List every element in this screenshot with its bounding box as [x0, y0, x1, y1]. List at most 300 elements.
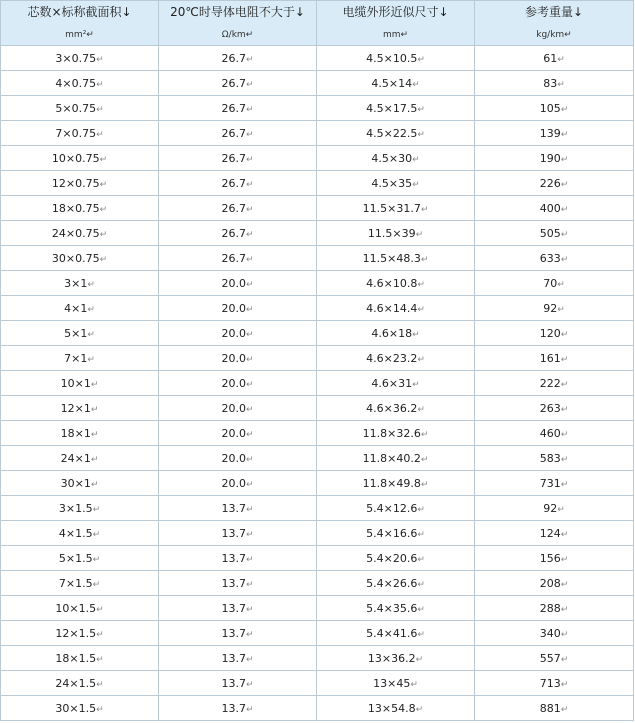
cores-cross-section-cell: [1, 196, 159, 221]
cell-value: 11.8×40.2: [362, 451, 421, 465]
cell-value: 120: [539, 326, 561, 340]
return-mark: ↵: [415, 704, 424, 715]
header-unit: Ω/km↵: [221, 30, 254, 40]
cell-value: 3×1.5: [58, 501, 93, 515]
weight-cell: [475, 571, 634, 596]
resistance-cell: [159, 321, 317, 346]
return-mark: ↵: [560, 104, 569, 115]
weight-cell: [475, 646, 634, 671]
return-mark: ↵: [245, 479, 254, 490]
dimensions-cell: [317, 596, 475, 621]
cell-value: 7×1.5: [58, 576, 93, 590]
dimensions-cell: [317, 246, 475, 271]
return-mark: ↵: [87, 279, 95, 290]
cell-value: 70: [543, 276, 558, 290]
cell-value: 11.5×48.3: [362, 251, 421, 265]
cell-value: 263: [539, 401, 561, 415]
weight-cell: [475, 546, 634, 571]
cores-cross-section-cell: [1, 621, 159, 646]
cell-value: 557: [539, 651, 561, 665]
resistance-cell: [159, 46, 317, 71]
cell-value: 583: [539, 451, 561, 465]
table-row: [1, 271, 634, 296]
resistance-cell: [159, 521, 317, 546]
resistance-cell: [159, 621, 317, 646]
dimensions-cell: [317, 671, 475, 696]
return-mark: ↵: [99, 154, 108, 165]
return-mark: ↵: [96, 704, 104, 715]
return-mark: ↵: [245, 554, 254, 565]
resistance-cell: [159, 571, 317, 596]
resistance-cell: [159, 546, 317, 571]
return-mark: ↵: [245, 329, 254, 340]
cores-cross-section-cell: [1, 296, 159, 321]
table-body: [1, 46, 634, 721]
dimensions-cell: [317, 46, 475, 71]
cell-value: 4.5×22.5: [366, 126, 418, 140]
cell-value: 13.7: [221, 601, 246, 615]
cores-cross-section-cell: [1, 46, 159, 71]
cell-value: 4×1: [64, 301, 88, 315]
return-mark: ↵: [245, 579, 254, 590]
cell-value: 4.5×10.5: [366, 51, 418, 65]
return-mark: ↵: [245, 629, 254, 640]
header-title: 芯数×标称截面积↓: [27, 5, 132, 19]
dimensions-cell: [317, 471, 475, 496]
header-title: 参考重量↓: [524, 5, 584, 19]
weight-cell: [475, 171, 634, 196]
return-mark: ↵: [245, 54, 254, 65]
return-mark: ↵: [560, 554, 569, 565]
cell-value: 26.7: [221, 151, 246, 165]
return-mark: ↵: [417, 279, 425, 290]
dimensions-cell: [317, 221, 475, 246]
dimensions-cell: [317, 96, 475, 121]
weight-cell: [475, 396, 634, 421]
return-mark: ↵: [245, 429, 254, 440]
cores-cross-section-cell: [1, 396, 159, 421]
dimensions-cell: [317, 571, 475, 596]
header-unit: mm↵: [382, 30, 409, 40]
weight-cell: [475, 121, 634, 146]
resistance-cell: [159, 396, 317, 421]
table-row: [1, 171, 634, 196]
cores-cross-section-cell: [1, 696, 159, 721]
return-mark: ↵: [415, 229, 424, 240]
cores-cross-section-cell: [1, 496, 159, 521]
cores-cross-section-cell: [1, 596, 159, 621]
cell-value: 505: [539, 226, 561, 240]
cell-value: 11.8×49.8: [362, 476, 421, 490]
cores-cross-section-cell: [1, 321, 159, 346]
return-mark: ↵: [245, 204, 254, 215]
return-mark: ↵: [420, 204, 429, 215]
return-mark: ↵: [87, 329, 95, 340]
dimensions-cell: [317, 646, 475, 671]
weight-cell: [475, 596, 634, 621]
return-mark: ↵: [245, 279, 254, 290]
cell-value: 11.5×31.7: [362, 201, 421, 215]
dimensions-cell: [317, 346, 475, 371]
return-mark: ↵: [245, 129, 254, 140]
cell-value: 61: [543, 51, 558, 65]
cell-value: 92: [543, 501, 558, 515]
cell-value: 20.0: [221, 476, 246, 490]
return-mark: ↵: [420, 479, 429, 490]
cell-value: 208: [539, 576, 561, 590]
cell-value: 13.7: [221, 501, 246, 515]
resistance-cell: [159, 196, 317, 221]
weight-cell: [475, 696, 634, 721]
weight-cell: [475, 321, 634, 346]
cell-value: 400: [539, 201, 561, 215]
resistance-cell: [159, 271, 317, 296]
table-row: [1, 471, 634, 496]
cell-value: 10×1.5: [55, 601, 97, 615]
cell-value: 11.5×39: [367, 226, 416, 240]
cores-cross-section-cell: [1, 221, 159, 246]
return-mark: ↵: [560, 329, 569, 340]
cell-value: 226: [539, 176, 561, 190]
cell-value: 5.4×20.6: [366, 551, 418, 565]
cell-value: 24×0.75: [51, 226, 100, 240]
return-mark: ↵: [245, 704, 254, 715]
return-mark: ↵: [96, 129, 104, 140]
cell-value: 26.7: [221, 126, 246, 140]
cell-value: 4.6×36.2: [366, 401, 418, 415]
cores-cross-section-cell: [1, 671, 159, 696]
header-reference-weight: [475, 1, 634, 46]
weight-cell: [475, 346, 634, 371]
return-mark: ↵: [557, 79, 565, 90]
return-mark: ↵: [417, 404, 425, 415]
resistance-cell: [159, 221, 317, 246]
cell-value: 18×0.75: [51, 201, 100, 215]
return-mark: ↵: [92, 529, 101, 540]
table-row: [1, 396, 634, 421]
resistance-cell: [159, 446, 317, 471]
table-row: [1, 521, 634, 546]
return-mark: ↵: [560, 654, 569, 665]
cell-value: 222: [539, 376, 561, 390]
cell-value: 139: [539, 126, 561, 140]
return-mark: ↵: [560, 629, 569, 640]
resistance-cell: [159, 671, 317, 696]
return-mark: ↵: [560, 154, 569, 165]
return-mark: ↵: [557, 279, 565, 290]
resistance-cell: [159, 296, 317, 321]
weight-cell: [475, 471, 634, 496]
cell-value: 26.7: [221, 251, 246, 265]
return-mark: ↵: [87, 354, 95, 365]
cell-value: 5.4×12.6: [366, 501, 418, 515]
return-mark: ↵: [560, 204, 569, 215]
cell-value: 26.7: [221, 176, 246, 190]
cell-value: 26.7: [221, 201, 246, 215]
table-row: [1, 296, 634, 321]
return-mark: ↵: [90, 404, 99, 415]
cell-value: 4.6×14.4: [366, 301, 418, 315]
cell-value: 7×1: [64, 351, 88, 365]
cores-cross-section-cell: [1, 246, 159, 271]
return-mark: ↵: [92, 554, 101, 565]
header-unit: kg/km↵: [536, 30, 572, 40]
table-row: [1, 646, 634, 671]
return-mark: ↵: [417, 529, 425, 540]
return-mark: ↵: [87, 304, 95, 315]
dimensions-cell: [317, 146, 475, 171]
cell-value: 5.4×35.6: [366, 601, 418, 615]
return-mark: ↵: [92, 504, 101, 515]
weight-cell: [475, 271, 634, 296]
cell-value: 3×1: [64, 276, 88, 290]
return-mark: ↵: [90, 429, 99, 440]
return-mark: ↵: [245, 679, 254, 690]
return-mark: ↵: [99, 204, 108, 215]
return-mark: ↵: [99, 254, 108, 265]
weight-cell: [475, 146, 634, 171]
resistance-cell: [159, 71, 317, 96]
return-mark: ↵: [560, 129, 569, 140]
cell-value: 20.0: [221, 301, 246, 315]
dimensions-cell: [317, 521, 475, 546]
header-cable-dimensions: [317, 1, 475, 46]
resistance-cell: [159, 171, 317, 196]
return-mark: ↵: [245, 154, 254, 165]
cell-value: 13.7: [221, 626, 246, 640]
return-mark: ↵: [417, 554, 425, 565]
header-conductor-resistance: [159, 1, 317, 46]
return-mark: ↵: [90, 479, 99, 490]
return-mark: ↵: [90, 454, 99, 465]
cores-cross-section-cell: [1, 546, 159, 571]
return-mark: ↵: [420, 454, 429, 465]
header-unit: mm²↵: [65, 30, 94, 40]
cell-value: 20.0: [221, 376, 246, 390]
cell-value: 4.6×18: [371, 326, 413, 340]
return-mark: ↵: [560, 704, 569, 715]
cell-value: 13.7: [221, 651, 246, 665]
return-mark: ↵: [245, 654, 254, 665]
cell-value: 83: [543, 76, 558, 90]
header-title: 电缆外形近似尺寸↓: [342, 5, 449, 19]
dimensions-cell: [317, 296, 475, 321]
dimensions-cell: [317, 71, 475, 96]
cell-value: 20.0: [221, 401, 246, 415]
weight-cell: [475, 421, 634, 446]
cell-value: 124: [539, 526, 561, 540]
dimensions-cell: [317, 371, 475, 396]
return-mark: ↵: [245, 179, 254, 190]
return-mark: ↵: [96, 654, 104, 665]
cores-cross-section-cell: [1, 96, 159, 121]
resistance-cell: [159, 471, 317, 496]
table-row: [1, 546, 634, 571]
table-row: [1, 196, 634, 221]
return-mark: ↵: [412, 329, 420, 340]
cell-value: 12×1: [60, 401, 91, 415]
return-mark: ↵: [245, 604, 254, 615]
return-mark: ↵: [557, 504, 565, 515]
cell-value: 26.7: [221, 101, 246, 115]
dimensions-cell: [317, 696, 475, 721]
return-mark: ↵: [245, 379, 254, 390]
dimensions-cell: [317, 621, 475, 646]
cell-value: 156: [539, 551, 561, 565]
table-row: [1, 121, 634, 146]
cell-value: 4×0.75: [55, 76, 97, 90]
table-row: [1, 246, 634, 271]
header-cores-cross-section: [1, 1, 159, 46]
cell-value: 20.0: [221, 426, 246, 440]
return-mark: ↵: [410, 679, 418, 690]
return-mark: ↵: [417, 354, 425, 365]
cell-value: 4.5×14: [371, 76, 413, 90]
cell-value: 13.7: [221, 676, 246, 690]
return-mark: ↵: [417, 54, 425, 65]
return-mark: ↵: [90, 379, 99, 390]
dimensions-cell: [317, 496, 475, 521]
cores-cross-section-cell: [1, 471, 159, 496]
return-mark: ↵: [417, 579, 425, 590]
return-mark: ↵: [245, 504, 254, 515]
resistance-cell: [159, 121, 317, 146]
cores-cross-section-cell: [1, 121, 159, 146]
return-mark: ↵: [245, 229, 254, 240]
table-row: [1, 46, 634, 71]
return-mark: ↵: [560, 579, 569, 590]
weight-cell: [475, 196, 634, 221]
return-mark: ↵: [560, 454, 569, 465]
cell-value: 30×1.5: [55, 701, 97, 715]
cell-value: 20.0: [221, 351, 246, 365]
table-row: [1, 321, 634, 346]
table-row: [1, 671, 634, 696]
return-mark: ↵: [96, 54, 104, 65]
return-mark: ↵: [560, 479, 569, 490]
return-mark: ↵: [412, 154, 420, 165]
return-mark: ↵: [560, 179, 569, 190]
return-mark: ↵: [420, 429, 429, 440]
cores-cross-section-cell: [1, 646, 159, 671]
weight-cell: [475, 46, 634, 71]
cell-value: 13×36.2: [367, 651, 416, 665]
cell-value: 190: [539, 151, 561, 165]
cell-value: 5.4×16.6: [366, 526, 418, 540]
return-mark: ↵: [420, 254, 429, 265]
cell-value: 11.8×32.6: [362, 426, 421, 440]
cell-value: 4.6×10.8: [366, 276, 418, 290]
table-row: [1, 496, 634, 521]
cell-value: 460: [539, 426, 561, 440]
return-mark: ↵: [96, 79, 104, 90]
cores-cross-section-cell: [1, 271, 159, 296]
cell-value: 10×1: [60, 376, 91, 390]
header-row: [1, 1, 634, 46]
weight-cell: [475, 671, 634, 696]
return-mark: ↵: [245, 304, 254, 315]
return-mark: ↵: [99, 229, 108, 240]
cell-value: 12×1.5: [55, 626, 97, 640]
return-mark: ↵: [560, 229, 569, 240]
dimensions-cell: [317, 321, 475, 346]
table-row: [1, 421, 634, 446]
cores-cross-section-cell: [1, 71, 159, 96]
header-title: 20℃时导体电阻不大于↓: [170, 5, 305, 19]
table-header: [1, 1, 634, 46]
table-row: [1, 696, 634, 721]
resistance-cell: [159, 496, 317, 521]
resistance-cell: [159, 696, 317, 721]
return-mark: ↵: [417, 604, 425, 615]
weight-cell: [475, 521, 634, 546]
return-mark: ↵: [96, 629, 104, 640]
cell-value: 5×0.75: [55, 101, 97, 115]
cores-cross-section-cell: [1, 521, 159, 546]
weight-cell: [475, 221, 634, 246]
return-mark: ↵: [245, 79, 254, 90]
return-mark: ↵: [417, 304, 425, 315]
cell-value: 30×1: [60, 476, 91, 490]
cores-cross-section-cell: [1, 346, 159, 371]
cell-value: 13×54.8: [367, 701, 416, 715]
return-mark: ↵: [99, 179, 108, 190]
dimensions-cell: [317, 271, 475, 296]
return-mark: ↵: [412, 179, 420, 190]
return-mark: ↵: [560, 354, 569, 365]
return-mark: ↵: [412, 79, 420, 90]
resistance-cell: [159, 596, 317, 621]
cell-value: 13.7: [221, 526, 246, 540]
cores-cross-section-cell: [1, 371, 159, 396]
cell-value: 18×1: [60, 426, 91, 440]
cell-value: 24×1: [60, 451, 91, 465]
return-mark: ↵: [92, 579, 101, 590]
resistance-cell: [159, 96, 317, 121]
return-mark: ↵: [412, 379, 420, 390]
cell-value: 92: [543, 301, 558, 315]
cell-value: 4×1.5: [58, 526, 93, 540]
dimensions-cell: [317, 446, 475, 471]
cell-value: 4.5×30: [371, 151, 413, 165]
resistance-cell: [159, 371, 317, 396]
return-mark: ↵: [560, 254, 569, 265]
return-mark: ↵: [96, 604, 104, 615]
return-mark: ↵: [415, 654, 424, 665]
return-mark: ↵: [245, 104, 254, 115]
cell-value: 12×0.75: [51, 176, 100, 190]
cores-cross-section-cell: [1, 171, 159, 196]
cell-value: 5×1.5: [58, 551, 93, 565]
table-row: [1, 571, 634, 596]
dimensions-cell: [317, 121, 475, 146]
table-row: [1, 221, 634, 246]
table-row: [1, 71, 634, 96]
return-mark: ↵: [245, 254, 254, 265]
return-mark: ↵: [417, 504, 425, 515]
cell-value: 4.5×17.5: [366, 101, 418, 115]
cell-value: 5.4×41.6: [366, 626, 418, 640]
dimensions-cell: [317, 196, 475, 221]
weight-cell: [475, 296, 634, 321]
return-mark: ↵: [557, 54, 565, 65]
return-mark: ↵: [245, 529, 254, 540]
dimensions-cell: [317, 396, 475, 421]
table-row: [1, 346, 634, 371]
return-mark: ↵: [560, 379, 569, 390]
cell-value: 731: [539, 476, 561, 490]
cell-value: 10×0.75: [51, 151, 100, 165]
